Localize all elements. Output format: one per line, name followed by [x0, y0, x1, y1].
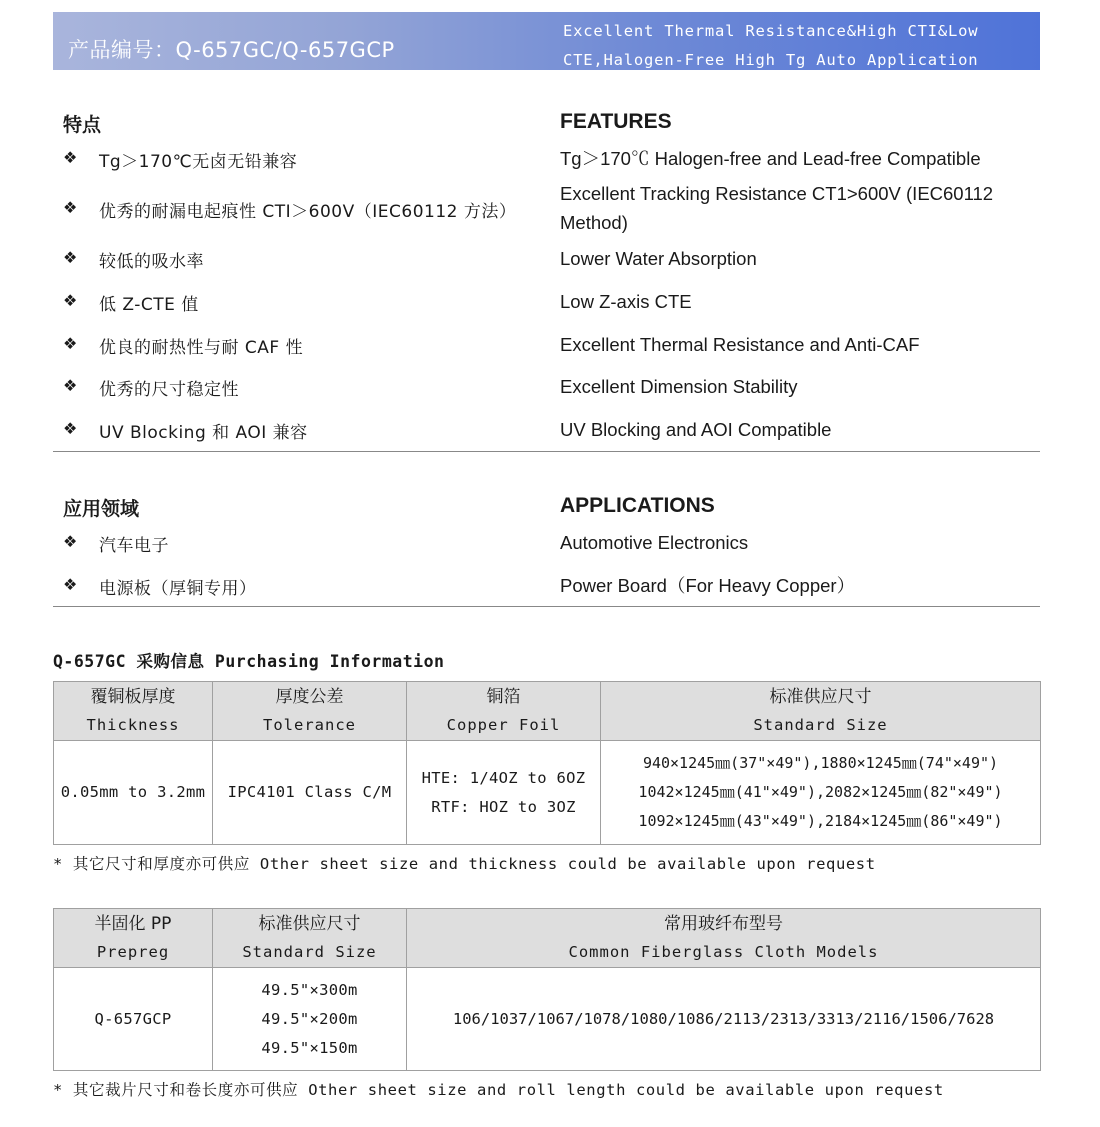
fiberglass-models-cell: 106/1037/1067/1078/1080/1086/2113/2313/3313/2116/1506/7628: [407, 968, 1041, 1071]
divider: [53, 606, 1040, 607]
purchasing-title: Q-657GC 采购信息 Purchasing Information: [53, 652, 445, 671]
applications-heading-en: APPLICATIONS: [560, 494, 715, 517]
application-en: Automotive Electronics: [560, 532, 749, 553]
header-fiberglass-models: 常用玻纤布型号 Common Fiberglass Cloth Models: [407, 909, 1041, 968]
bullet-icon: ❖: [63, 376, 78, 395]
feature-cn: 优秀的耐漏电起痕性 CTI＞600V（IEC60112 方法）: [99, 202, 517, 222]
feature-cn: 较低的吸水率: [99, 252, 204, 272]
header-tolerance: 厚度公差 Tolerance: [213, 682, 407, 741]
table-header-row: [54, 909, 1041, 968]
bullet-icon: ❖: [63, 575, 78, 594]
header-copper-foil: 铜箔 Copper Foil: [407, 682, 601, 741]
header-thickness: 覆铜板厚度 Thickness: [54, 682, 213, 741]
header-prepreg: 半固化 PP Prepreg: [54, 909, 213, 968]
banner-subtitle-line-2: CTE,Halogen-Free High Tg Auto Application: [563, 51, 979, 69]
feature-en: UV Blocking and AOI Compatible: [560, 419, 832, 440]
table-row: [54, 968, 1041, 1071]
feature-en: Lower Water Absorption: [560, 248, 757, 269]
applications-heading-cn: 应用领域: [63, 498, 140, 520]
bullet-icon: ❖: [63, 198, 78, 217]
bullet-icon: ❖: [63, 532, 78, 551]
banner-subtitle: [563, 17, 1033, 75]
table-row: [54, 741, 1041, 845]
footnote-sheet-size: * 其它尺寸和厚度亦可供应 Other sheet size and thickness could be available upon request: [53, 855, 876, 873]
header-standard-size: 标准供应尺寸 Standard Size: [213, 909, 407, 968]
feature-cn: UV Blocking 和 AOI 兼容: [99, 423, 308, 443]
bullet-icon: ❖: [63, 291, 78, 310]
features-heading-cn: 特点: [63, 114, 102, 136]
standard-size-cell: 940×1245㎜(37"×49"),1880×1245㎜(74"×49") 1042×1245㎜(41"×49"),2082×1245㎜(82"×49") 1092×1245㎜(43"×49"),2184×1245㎜(86"×49"): [601, 741, 1041, 845]
feature-en: Low Z-axis CTE: [560, 291, 692, 312]
feature-cn: Tg＞170℃无卤无铅兼容: [99, 152, 298, 172]
prepreg-cell: Q-657GCP: [54, 968, 213, 1071]
product-number-title: 产品编号：Q-657GC/Q-657GCP: [68, 38, 395, 62]
bullet-icon: ❖: [63, 148, 78, 167]
thickness-cell: 0.05mm to 3.2mm: [54, 741, 213, 845]
bullet-icon: ❖: [63, 334, 78, 353]
header-banner: [53, 12, 1040, 70]
footnote-roll-length: * 其它裁片尺寸和卷长度亦可供应 Other sheet size and roll length could be available upon request: [53, 1081, 944, 1099]
feature-en: Tg＞170℃ Halogen-free and Lead-free Compatible: [560, 148, 981, 169]
divider: [53, 451, 1040, 452]
tolerance-cell: IPC4101 Class C/M: [213, 741, 407, 845]
feature-cn: 低 Z-CTE 值: [99, 295, 199, 315]
bullet-icon: ❖: [63, 248, 78, 267]
feature-en: Excellent Dimension Stability: [560, 376, 798, 397]
application-cn: 汽车电子: [99, 536, 169, 556]
banner-subtitle-line-1: Excellent Thermal Resistance&High CTI&Low: [563, 22, 979, 40]
copper-foil-cell: HTE: 1/4OZ to 6OZ RTF: HOZ to 3OZ: [407, 741, 601, 845]
bullet-icon: ❖: [63, 419, 78, 438]
prepreg-size-cell: 49.5"×300m 49.5"×200m 49.5"×150m: [213, 968, 407, 1071]
feature-en: Excellent Tracking Resistance CT1>600V (IEC60112 Method): [560, 183, 994, 233]
application-en: Power Board（For Heavy Copper）: [560, 575, 856, 596]
laminate-spec-table: [53, 681, 1041, 845]
features-heading-en: FEATURES: [560, 110, 672, 133]
application-cn: 电源板（厚铜专用）: [99, 579, 257, 599]
feature-cn: 优秀的尺寸稳定性: [99, 380, 239, 400]
header-standard-size: 标准供应尺寸 Standard Size: [601, 682, 1041, 741]
feature-cn: 优良的耐热性与耐 CAF 性: [99, 338, 304, 358]
prepreg-spec-table: [53, 908, 1041, 1071]
feature-en: Excellent Thermal Resistance and Anti-CAF: [560, 334, 920, 355]
table-header-row: [54, 682, 1041, 741]
